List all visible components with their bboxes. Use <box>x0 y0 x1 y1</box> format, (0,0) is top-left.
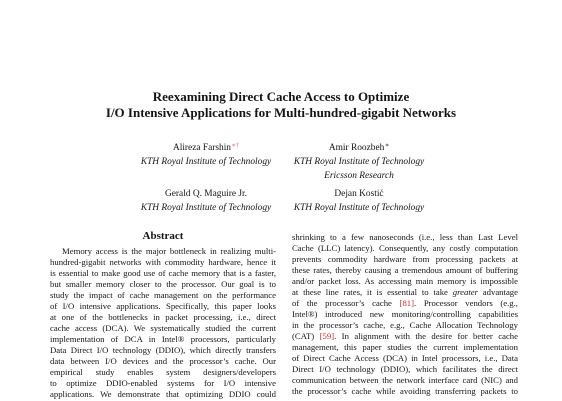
author-name: Dejan Kostić <box>334 189 384 199</box>
paper-title <box>0 89 562 121</box>
body-text: (CAT) <box>292 330 320 341</box>
body-line: prevents commodity hardware from processing packets at <box>292 253 518 264</box>
abstract-line: to optimize DDIO-enabled systems for I/O intensive <box>50 378 276 388</box>
abstract-line: but smaller memory closer to the processor. Our goal is to <box>50 279 276 289</box>
footnote-mark[interactable]: ∗ <box>384 141 390 149</box>
body-line: shrinking to a few nanoseconds (i.e., less than Last Level <box>292 231 518 242</box>
body-text: of the processor’s cache <box>292 297 400 308</box>
body-line <box>292 331 518 342</box>
abstract-column <box>50 246 276 400</box>
author-affiliation: KTH Royal Institute of Technology <box>140 203 272 213</box>
author-affiliation: Ericsson Research <box>324 171 394 181</box>
body-line: the processor’s cache while avoiding transferring packets to <box>292 385 518 396</box>
abstract-line: at one of the bottlenecks in packet processing, i.e., direct <box>50 312 276 322</box>
author-name: Gerald Q. Maguire Jr. <box>164 189 247 199</box>
author-block <box>274 141 444 183</box>
abstract-line: is essential to make good use of cache memory that is a faster, <box>50 268 276 278</box>
author-block <box>274 187 444 215</box>
body-line: and/or packet loss. As accessing main memory is impossible <box>292 275 518 286</box>
body-line: in the processor’s cache, e.g., Cache Allocation Technology <box>292 319 518 330</box>
abstract-line: of I/O intensive applications. Specifically, this paper looks <box>50 301 276 311</box>
author-name-line <box>274 141 444 155</box>
body-column <box>292 232 518 397</box>
body-line: Direct I/O technology (DDIO), which facilitates the direct <box>292 363 518 374</box>
author-block <box>121 141 291 169</box>
body-line: Intel®) introduced new monitoring/controlling capabilities <box>292 308 518 319</box>
body-text: . Processor vendors (e.g., <box>414 297 518 308</box>
author-affiliation: KTH Royal Institute of Technology <box>140 157 272 167</box>
abstract-line: hundred-gigabit networks with commodity hardware, hence it <box>50 257 276 267</box>
abstract-line: Memory access is the major bottleneck in realizing multi- <box>62 246 276 256</box>
author-name-line <box>121 141 291 155</box>
title-line: I/O Intensive Applications for Multi-hundred-gigabit Networks <box>105 105 457 120</box>
body-line: communication between the network interface card (NIC) and <box>292 374 518 385</box>
abstract-line: data between I/O devices and the processor’s cache. Our <box>50 356 276 366</box>
title-line: Reexamining Direct Cache Access to Optimize <box>152 89 410 104</box>
emphasis-text: greater <box>452 286 478 297</box>
body-text: advantage <box>477 286 518 297</box>
citation-link[interactable]: [81] <box>399 297 415 308</box>
body-line: Cache (LLC) latency). Consequently, any costly computation <box>292 242 518 253</box>
footnote-mark[interactable]: ∗† <box>231 141 240 149</box>
body-line <box>292 298 518 309</box>
body-line <box>292 287 518 298</box>
body-line: management, this paper studies the current implementation <box>292 341 518 352</box>
abstract-line: Data Direct I/O technology (DDIO), which directly transfers <box>50 345 276 355</box>
author-affiliation: KTH Royal Institute of Technology <box>293 203 425 213</box>
abstract-line: applications. We demonstrate that optimizing DDIO could <box>50 389 276 399</box>
abstract-line: implementation of DCA in Intel® processors, particularly <box>50 334 276 344</box>
citation-link[interactable]: [59] <box>319 330 335 341</box>
author-block <box>121 187 291 215</box>
abstract-heading: Abstract <box>142 230 184 242</box>
body-line: these rates, thereby causing a tremendous amount of buffering <box>292 264 518 275</box>
body-text: . In alignment with the desire for better cache <box>334 330 518 341</box>
body-text: at these line rates, it is essential to take <box>292 286 453 297</box>
abstract-line: empirical study enables system designers/developers <box>50 367 276 377</box>
abstract-line: study the impact of cache management on the performance <box>50 290 276 300</box>
author-name: Alireza Farshin <box>172 143 231 153</box>
abstract-line: cache access (DCA). We systematically studied the current <box>50 323 276 333</box>
body-line: of Direct Cache Access (DCA) in Intel processors, i.e., Data <box>292 352 518 363</box>
author-affiliation: KTH Royal Institute of Technology <box>293 157 425 167</box>
author-name: Amir Roozbeh <box>328 143 385 153</box>
